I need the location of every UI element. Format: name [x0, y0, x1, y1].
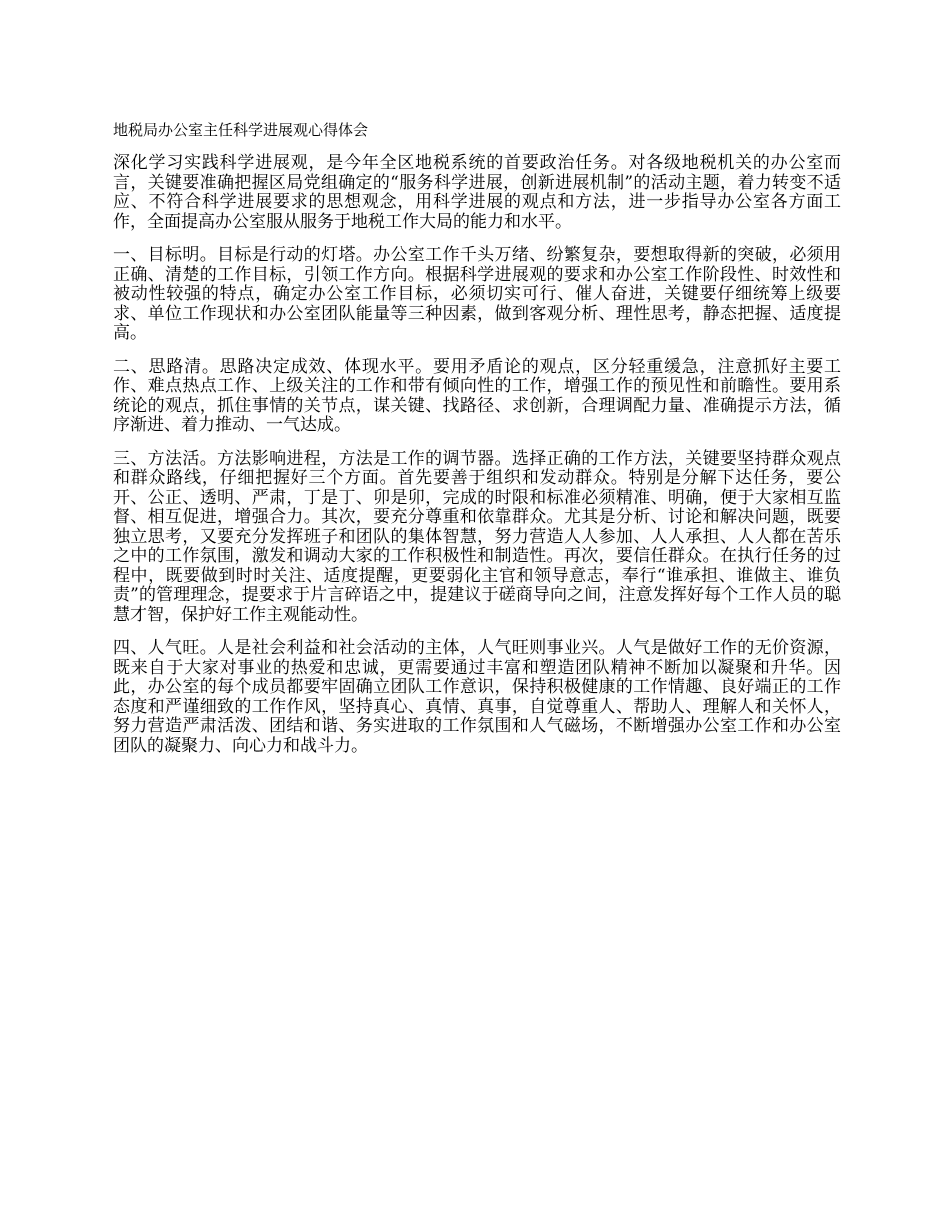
section-method-paragraph: 三、方法活。方法影响进程，方法是工作的调节器。选择正确的工作方法，关键要坚持群众观点和群众路线，仔细把握好三个方面。首先要善于组织和发动群众。特别是分解下达任务，要公开、公正、透明、严肃，丁是丁、卯是卯，完成的时限和标准必须精准、明确，便于大家相互监督、相互促进，增强合力。其次，要充分尊重和依靠群众。尤其是分析、讨论和解决问题，既要独立思考，又要充分发挥班子和团队的集体智慧，努力营造人人参加、人人承担、人人都在苦乐之中的工作氛围，激发和调动大家的工作积极性和制造性。再次，要信任群众。在执行任务的过程中，既要做到时时关注、适度提醒，更要弱化主官和领导意志，奉行“谁承担、谁做主、谁负责”的管理理念，提要求于片言碎语之中，提建议于磋商导向之间，注意发挥好每个工作人员的聪慧才智，保护好工作主观能动性。 — [113, 448, 841, 625]
document-title: 地税局办公室主任科学进展观心得体会 — [113, 121, 369, 139]
section-goal-paragraph: 一、目标明。目标是行动的灯塔。办公室工作千头万绪、纷繁复杂，要想取得新的突破，必须用正确、清楚的工作目标，引领工作方向。根据科学进展观的要求和办公室工作阶段性、时效性和被动性较强的特点，确定办公室工作目标，必须切实可行、催人奋进，关键要仔细统筹上级要求、单位工作现状和办公室团队能量等三种因素，做到客观分析、理性思考，静态把握、适度提高。 — [113, 245, 841, 343]
document-page — [113, 120, 841, 770]
intro-paragraph: 深化学习实践科学进展观，是今年全区地税系统的首要政治任务。对各级地税机关的办公室而言，关键要准确把握区局党组确定的“服务科学进展，创新进展机制”的活动主题，着力转变不适应、不符合科学进展要求的思想观念，用科学进展的观点和方法，进一步指导办公室各方面工作，全面提高办公室服从服务于地税工作大局的能力和水平。 — [113, 153, 841, 232]
section-approach-paragraph: 二、思路清。思路决定成效、体现水平。要用矛盾论的观点，区分轻重缓急，注意抓好主要工作、难点热点工作、上级关注的工作和带有倾向性的工作，增强工作的预见性和前瞻性。要用系统论的观点，抓住事情的关节点，谋关键、找路径、求创新，合理调配力量、准确提示方法，循序渐进、着力推动、一气达成。 — [113, 356, 841, 435]
section-morale-paragraph: 四、人气旺。人是社会利益和社会活动的主体，人气旺则事业兴。人气是做好工作的无价资源，既来自于大家对事业的热爱和忠诚，更需要通过丰富和塑造团队精神不断加以凝聚和升华。因此，办公室的每个成员都要牢固确立团队工作意识，保持积极健康的工作情趣、良好端正的工作态度和严谨细致的工作作风，坚持真心、真情、真事，自觉尊重人、帮助人、理解人和关怀人，努力营造严肃活泼、团结和谐、务实进取的工作氛围和人气磁场，不断增强办公室工作和办公室团队的凝聚力、向心力和战斗力。 — [113, 638, 841, 756]
